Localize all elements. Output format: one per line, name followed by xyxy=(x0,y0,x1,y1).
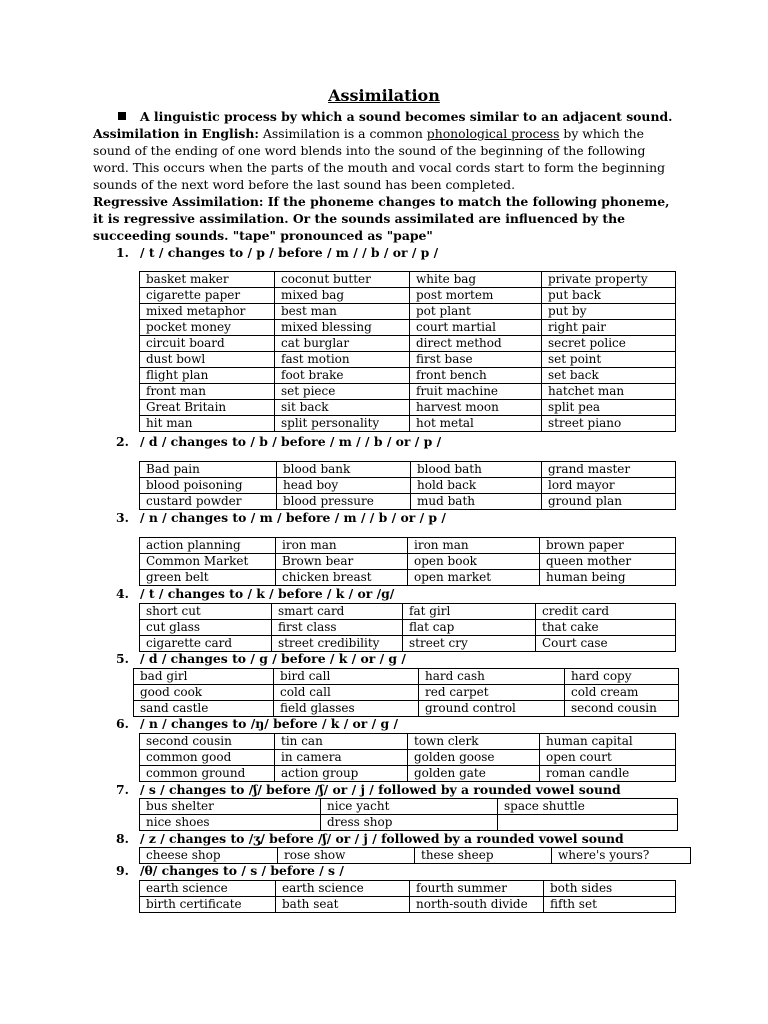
table-cell: bad girl xyxy=(134,669,274,685)
table-cell: first base xyxy=(410,352,542,368)
table-cell: fat girl xyxy=(403,604,536,620)
table-cell: these sheep xyxy=(415,848,552,864)
table-cell: lord mayor xyxy=(542,478,676,494)
table-cell: second cousin xyxy=(565,701,679,717)
assimilation-table-9 xyxy=(139,880,676,913)
table-row xyxy=(140,897,676,913)
table-cell: coconut butter xyxy=(275,272,410,288)
table-cell: rose show xyxy=(278,848,415,864)
table-cell: iron man xyxy=(408,538,540,554)
table-row xyxy=(140,620,676,636)
table-cell: good cook xyxy=(134,685,274,701)
table-cell: earth science xyxy=(276,881,410,897)
table-cell: secret police xyxy=(542,336,676,352)
table-cell: open market xyxy=(408,570,540,586)
assimilation-table-6 xyxy=(139,733,676,782)
table-cell: blood poisoning xyxy=(140,478,277,494)
table-cell: cigarette card xyxy=(140,636,272,652)
table-cell: common ground xyxy=(140,766,275,782)
table-cell: hot metal xyxy=(410,416,542,432)
table-cell: bus shelter xyxy=(140,799,321,815)
table-cell: hold back xyxy=(411,478,542,494)
table-row xyxy=(134,669,679,685)
table-cell: birth certificate xyxy=(140,897,276,913)
table-cell: dress shop xyxy=(321,815,498,831)
section-heading-3: 3. / n / changes to / m / before / m / / b / or / p / xyxy=(116,510,446,525)
table-cell: white bag xyxy=(410,272,542,288)
table-cell: Great Britain xyxy=(140,400,275,416)
table-cell: bath seat xyxy=(276,897,410,913)
assimilation-table-4 xyxy=(139,603,676,652)
regressive-paragraph: Regressive Assimilation: If the phoneme changes to match the following phoneme, it is regressive assimilation. Or the sounds assimilated are influenced by the succeeding sounds. "tape" pronounced as "pape" xyxy=(93,194,670,243)
table-cell: custard powder xyxy=(140,494,277,510)
table-cell: that cake xyxy=(536,620,676,636)
table-cell: mixed blessing xyxy=(275,320,410,336)
section-heading-5: 5. / d / changes to / g / before / k / or / g / xyxy=(116,651,406,666)
table-cell: post mortem xyxy=(410,288,542,304)
table-cell: earth science xyxy=(140,881,276,897)
table-row xyxy=(140,815,678,831)
assimilation-table-7 xyxy=(139,798,678,831)
table-cell: credit card xyxy=(536,604,676,620)
table-cell: space shuttle xyxy=(498,799,678,815)
table-cell: mixed metaphor xyxy=(140,304,275,320)
table-cell: pot plant xyxy=(410,304,542,320)
bullet-square-icon xyxy=(118,112,126,120)
table-row xyxy=(140,848,691,864)
table-cell: set piece xyxy=(275,384,410,400)
table-cell: hatchet man xyxy=(542,384,676,400)
table-cell: Brown bear xyxy=(276,554,408,570)
table-cell: split pea xyxy=(542,400,676,416)
table-cell: brown paper xyxy=(540,538,676,554)
table-cell: set point xyxy=(542,352,676,368)
table-cell: short cut xyxy=(140,604,272,620)
table-cell: hard cash xyxy=(419,669,565,685)
table-cell: hit man xyxy=(140,416,275,432)
table-cell: private property xyxy=(542,272,676,288)
table-row xyxy=(140,570,676,586)
section-heading-7: 7. / s / changes to /ʃ/ before /ʃ/ or / j / followed by a rounded vowel sound xyxy=(116,782,621,797)
section-heading-6: 6. / n / changes to /ŋ/ before / k / or / g / xyxy=(116,716,398,731)
table-cell: where's yours? xyxy=(552,848,691,864)
table-cell: cut glass xyxy=(140,620,272,636)
table-cell: cheese shop xyxy=(140,848,278,864)
table-row xyxy=(140,554,676,570)
table-cell: court martial xyxy=(410,320,542,336)
table-cell: common good xyxy=(140,750,275,766)
definition-text: A linguistic process by which a sound becomes similar to an adjacent sound. xyxy=(140,109,673,124)
intro-paragraph xyxy=(93,125,683,193)
table-cell: front bench xyxy=(410,368,542,384)
table-row xyxy=(140,750,676,766)
table-cell: sand castle xyxy=(134,701,274,717)
table-cell: set back xyxy=(542,368,676,384)
table-row xyxy=(140,352,676,368)
table-cell: cat burglar xyxy=(275,336,410,352)
table-cell: circuit board xyxy=(140,336,275,352)
table-cell: street piano xyxy=(542,416,676,432)
assimilation-table-8 xyxy=(139,847,691,864)
table-cell: nice shoes xyxy=(140,815,321,831)
table-cell: cigarette paper xyxy=(140,288,275,304)
table-cell: in camera xyxy=(275,750,408,766)
table-cell: second cousin xyxy=(140,734,275,750)
table-cell: basket maker xyxy=(140,272,275,288)
table-cell: foot brake xyxy=(275,368,410,384)
table-cell: smart card xyxy=(272,604,403,620)
table-cell: sit back xyxy=(275,400,410,416)
table-row xyxy=(140,462,676,478)
table-cell: golden goose xyxy=(408,750,540,766)
table-cell: put by xyxy=(542,304,676,320)
table-cell: ground plan xyxy=(542,494,676,510)
table-cell: blood pressure xyxy=(277,494,411,510)
table-cell: fourth summer xyxy=(410,881,544,897)
table-row xyxy=(140,636,676,652)
table-cell: Court case xyxy=(536,636,676,652)
table-cell: nice yacht xyxy=(321,799,498,815)
intro-label: Assimilation in English: xyxy=(93,126,259,141)
table-cell: right pair xyxy=(542,320,676,336)
table-cell: hard copy xyxy=(565,669,679,685)
phonological-process-link[interactable]: phonological process xyxy=(426,126,560,141)
table-cell: dust bowl xyxy=(140,352,275,368)
table-cell: Common Market xyxy=(140,554,276,570)
table-cell: direct method xyxy=(410,336,542,352)
intro-text-1: Assimilation is a common xyxy=(258,126,427,141)
table-cell: open book xyxy=(408,554,540,570)
table-row xyxy=(140,368,676,384)
table-row xyxy=(140,766,676,782)
table-row xyxy=(140,881,676,897)
table-cell: fifth set xyxy=(544,897,676,913)
table-cell: queen mother xyxy=(540,554,676,570)
assimilation-table-1 xyxy=(139,271,676,432)
table-cell: red carpet xyxy=(419,685,565,701)
assimilation-table-5 xyxy=(133,668,679,717)
table-row xyxy=(140,494,676,510)
table-row xyxy=(140,799,678,815)
table-cell: human being xyxy=(540,570,676,586)
table-cell xyxy=(498,815,678,831)
table-cell: green belt xyxy=(140,570,276,586)
section-heading-4: 4. / t / changes to / k / before / k / or /g/ xyxy=(116,586,395,601)
table-cell: mud bath xyxy=(411,494,542,510)
table-cell: Bad pain xyxy=(140,462,277,478)
table-cell: best man xyxy=(275,304,410,320)
table-cell: flight plan xyxy=(140,368,275,384)
table-row xyxy=(140,272,676,288)
table-row xyxy=(140,734,676,750)
table-cell: golden gate xyxy=(408,766,540,782)
definition-bullet xyxy=(118,108,672,125)
section-heading-1: 1. / t / changes to / p / before / m / / b / or / p / xyxy=(116,245,439,260)
table-cell: fruit machine xyxy=(410,384,542,400)
assimilation-table-2 xyxy=(139,461,676,510)
table-cell: first class xyxy=(272,620,403,636)
table-cell: harvest moon xyxy=(410,400,542,416)
table-cell: bird call xyxy=(274,669,419,685)
table-cell: open court xyxy=(540,750,676,766)
table-cell: put back xyxy=(542,288,676,304)
table-row xyxy=(140,604,676,620)
table-cell: field glasses xyxy=(274,701,419,717)
section-heading-8: 8. / z / changes to /ʒ/ before /ʃ/ or / j / followed by a rounded vowel sound xyxy=(116,831,624,846)
table-cell: north-south divide xyxy=(410,897,544,913)
table-row xyxy=(134,685,679,701)
table-cell: action planning xyxy=(140,538,276,554)
table-row xyxy=(140,304,676,320)
table-cell: chicken breast xyxy=(276,570,408,586)
table-cell: human capital xyxy=(540,734,676,750)
assimilation-table-3 xyxy=(139,537,676,586)
table-cell: both sides xyxy=(544,881,676,897)
intro-text-2: by which the sound of the ending of one word blends into the sound of the beginning of the following word. This occurs when the parts of the mouth and vocal cords start to form the beginning sounds of the next word before the last sound has been completed. xyxy=(93,126,666,192)
table-cell: roman candle xyxy=(540,766,676,782)
table-row xyxy=(134,701,679,717)
table-row xyxy=(140,320,676,336)
table-row xyxy=(140,336,676,352)
page-title: Assimilation xyxy=(328,86,440,105)
table-cell: action group xyxy=(275,766,408,782)
table-row xyxy=(140,416,676,432)
table-cell: flat cap xyxy=(403,620,536,636)
table-row xyxy=(140,400,676,416)
table-cell: tin can xyxy=(275,734,408,750)
table-cell: iron man xyxy=(276,538,408,554)
table-cell: front man xyxy=(140,384,275,400)
table-row xyxy=(140,478,676,494)
table-row xyxy=(140,384,676,400)
table-cell: cold call xyxy=(274,685,419,701)
table-row xyxy=(140,538,676,554)
table-row xyxy=(140,288,676,304)
table-cell: blood bath xyxy=(411,462,542,478)
table-cell: street cry xyxy=(403,636,536,652)
table-cell: head boy xyxy=(277,478,411,494)
table-cell: split personality xyxy=(275,416,410,432)
section-heading-9: 9. /θ/ changes to / s / before / s / xyxy=(116,863,344,878)
table-cell: town clerk xyxy=(408,734,540,750)
section-heading-2: 2. / d / changes to / b / before / m / / b / or / p / xyxy=(116,434,442,449)
table-cell: grand master xyxy=(542,462,676,478)
table-cell: mixed bag xyxy=(275,288,410,304)
table-cell: pocket money xyxy=(140,320,275,336)
table-cell: cold cream xyxy=(565,685,679,701)
table-cell: blood bank xyxy=(277,462,411,478)
table-cell: ground control xyxy=(419,701,565,717)
table-cell: street credibility xyxy=(272,636,403,652)
table-cell: fast motion xyxy=(275,352,410,368)
